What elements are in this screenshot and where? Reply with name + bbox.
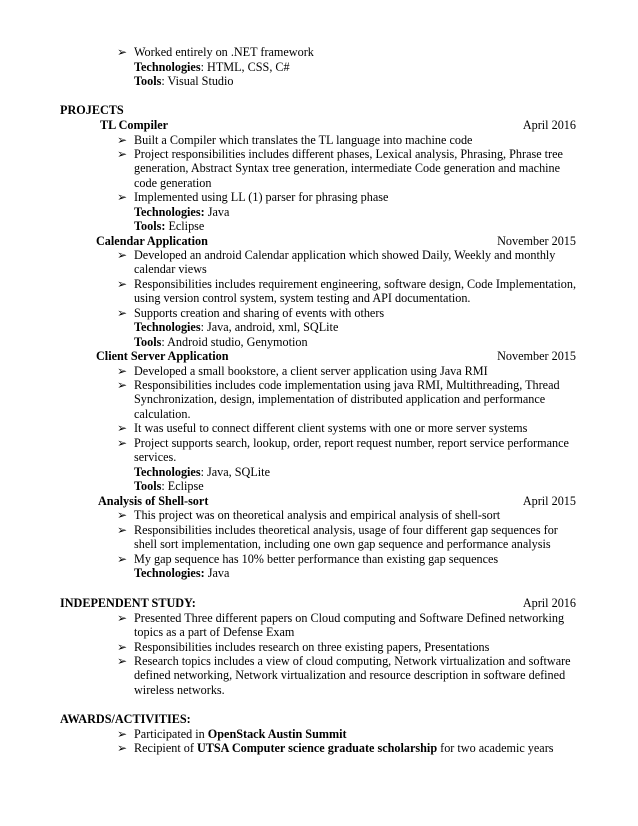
bullet-arrow-icon: ➢ (117, 378, 128, 392)
project-title: Analysis of Shell-sort (98, 494, 209, 508)
technologies-value: Java (204, 566, 230, 580)
bullet-text: Supports creation and sharing of events with others (134, 306, 385, 320)
bullet-arrow-icon: ➢ (117, 133, 128, 147)
project-title: Calendar Application (96, 234, 208, 248)
bullet-text: Project supports search, lookup, order, report request number, report service performance services. (134, 436, 569, 465)
bullet-arrow-icon: ➢ (117, 508, 128, 522)
bullet-text: Implemented using LL (1) parser for phrasing phase (134, 190, 389, 204)
bullet-arrow-icon: ➢ (117, 640, 128, 654)
project-date: November 2015 (497, 234, 576, 248)
projects-heading: PROJECTS (60, 103, 124, 117)
project-title: Client Server Application (96, 349, 229, 363)
bullet-text: Developed an android Calendar application which showed Daily, Weekly and monthly calendar views (134, 248, 556, 277)
technologies-value: Java (204, 205, 230, 219)
bullet-arrow-icon: ➢ (117, 277, 128, 291)
bullet-arrow-icon: ➢ (117, 552, 128, 566)
bullet-text: Research topics includes a view of cloud computing, Network virtualization and software defined networking, Network virtualization and resource description in software defined wireless networks. (134, 654, 571, 697)
bullet-arrow-icon: ➢ (117, 364, 128, 378)
bullet-text: Project responsibilities includes different phases, Lexical analysis, Phrasing, Phrase tree generation, Abstract Syntax tree generation, intermediate Code generation and machine code generation (134, 147, 563, 190)
tools-value: : Android studio, Genymotion (161, 335, 308, 349)
bullet-arrow-icon: ➢ (117, 523, 128, 537)
technologies-label: Technologies (134, 320, 201, 334)
bullet-text: Presented Three different papers on Cloud computing and Software Defined networking topics as a part of Defense Exam (134, 611, 565, 640)
tools-label: Tools (134, 74, 162, 88)
project-date: April 2016 (522, 118, 576, 132)
tools-value: Eclipse (165, 219, 205, 233)
bullet-arrow-icon: ➢ (117, 727, 128, 741)
bullet-arrow-icon: ➢ (117, 654, 128, 668)
bullet-arrow-icon: ➢ (117, 741, 128, 755)
award-text: Participated in (134, 727, 208, 741)
technologies-value: : Java, SQLite (200, 465, 270, 479)
bullet-arrow-icon: ➢ (117, 611, 128, 625)
bullet-arrow-icon: ➢ (117, 248, 128, 262)
bullet-arrow-icon: ➢ (117, 306, 128, 320)
bullet-text: Developed a small bookstore, a client server application using Java RMI (134, 364, 488, 378)
tools-label: Tools (134, 335, 162, 349)
bullet-text (134, 741, 580, 755)
bullet-text: My gap sequence has 10% better performance than existing gap sequences (134, 552, 499, 566)
bullet-text: Responsibilities includes code implementation using java RMI, Multithreading, Thread Synchronization, design, implementation of distributed application and performance calculation. (134, 378, 560, 421)
bullet-text: Built a Compiler which translates the TL language into machine code (134, 133, 473, 147)
tools-value: : Eclipse (161, 479, 204, 493)
technologies-label: Technologies: (134, 205, 205, 219)
project-date: April 2015 (522, 494, 576, 508)
project-title: TL Compiler (100, 118, 169, 132)
bullet-arrow-icon: ➢ (117, 45, 128, 59)
award-highlight: UTSA Computer science graduate scholarship (196, 741, 438, 755)
bullet-arrow-icon: ➢ (117, 421, 128, 435)
technologies-label: Technologies: (134, 566, 205, 580)
bullet-arrow-icon: ➢ (117, 147, 128, 161)
project-date: November 2015 (497, 349, 576, 363)
bullet-text: Worked entirely on .NET framework (134, 45, 314, 59)
bullet-arrow-icon: ➢ (117, 190, 128, 204)
technologies-label: Technologies (134, 60, 201, 74)
awards-heading: AWARDS/ACTIVITIES: (60, 712, 191, 726)
technologies-value: : HTML, CSS, C# (200, 60, 290, 74)
award-highlight: OpenStack Austin Summit (207, 727, 347, 741)
bullet-arrow-icon: ➢ (117, 436, 128, 450)
technologies-label: Technologies (134, 465, 201, 479)
bullet-text: Responsibilities includes theoretical analysis, usage of four different gap sequences for shell sort implementation, including one own gap sequence and performance analysis (134, 523, 558, 552)
award-text-suffix: for two academic years (437, 741, 554, 755)
bullet-text: It was useful to connect different client systems with one or more server systems (134, 421, 528, 435)
award-text: Recipient of (134, 741, 197, 755)
bullet-text: Responsibilities includes requirement engineering, software design, Code Implementation, using version control system, system testing and API documentation. (134, 277, 577, 306)
technologies-value: : Java, android, xml, SQLite (200, 320, 339, 334)
independent-study-heading: INDEPENDENT STUDY: (60, 596, 196, 610)
tools-label: Tools (134, 479, 162, 493)
tools-value: : Visual Studio (161, 74, 234, 88)
study-date: April 2016 (522, 596, 576, 610)
bullet-text: This project was on theoretical analysis and empirical analysis of shell-sort (134, 508, 501, 522)
bullet-text: Responsibilities includes research on three existing papers, Presentations (134, 640, 490, 654)
tools-label: Tools: (134, 219, 166, 233)
bullet-text (134, 727, 580, 741)
